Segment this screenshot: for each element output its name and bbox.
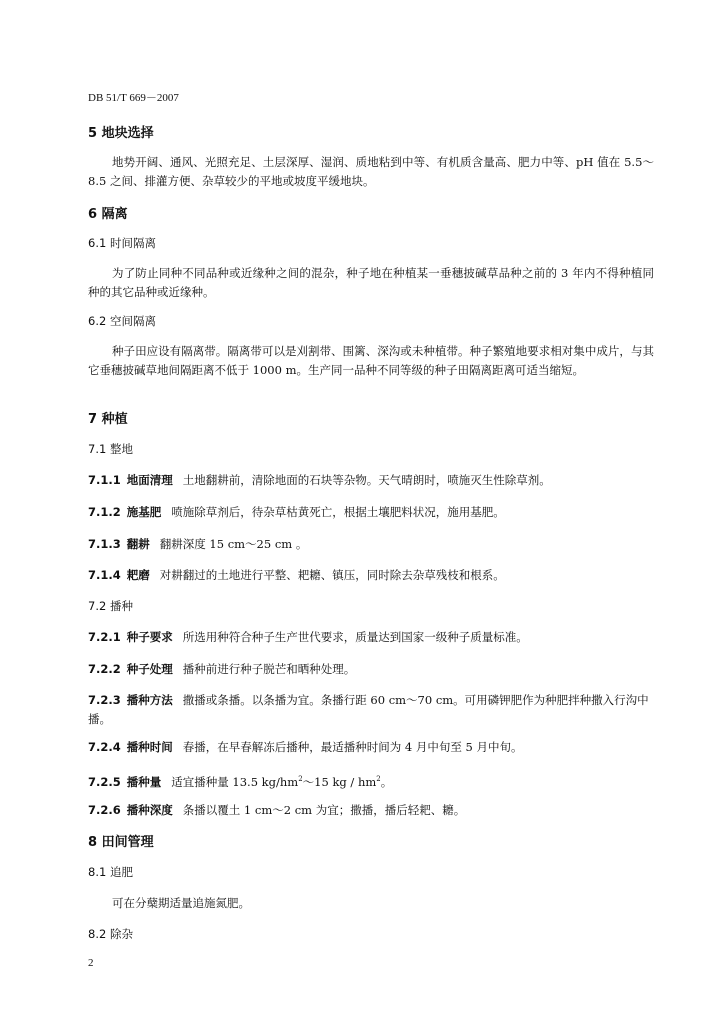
item-label: 播种时间 [126,740,173,754]
item-label: 种子要求 [126,630,173,644]
item-7-2-4 [88,738,654,757]
item-7-1-4 [88,566,654,585]
page-number: 2 [88,957,94,969]
item-7-2-2 [88,660,654,679]
item-number: 7.2.1 [88,630,121,644]
document-header: DB 51/T 669－2007 [88,92,179,104]
section-8-title: 8 田间管理 [88,835,154,850]
section-5-title: 5 地块选择 [88,126,154,141]
item-number: 7.1.1 [88,473,121,487]
item-7-2-5 [88,770,654,792]
section-6-title: 6 隔离 [88,207,128,222]
item-text: 所选用种符合种子生产世代要求，质量达到国家一级种子质量标准。 [182,630,528,644]
item-7-2-6 [88,801,654,820]
item-text: 翻耕深度 15 cm～25 cm 。 [159,537,308,551]
superscript: 2 [376,775,381,783]
section-7-2-title: 7.2 播种 [88,599,133,613]
section-6-1-title: 6.1 时间隔离 [88,236,156,250]
item-text: 条播以覆土 1 cm～2 cm 为宜；撒播，播后轻耙、耱。 [182,803,466,817]
section-7-title: 7 种植 [88,412,128,427]
item-7-2-3 [88,691,654,729]
item-label: 耙磨 [126,568,150,582]
section-8-2-title: 8.2 除杂 [88,927,133,941]
item-label: 播种量 [126,774,162,789]
item-label: 播种方法 [126,693,173,707]
item-number: 7.2.5 [88,774,121,789]
section-6-2-paragraph: 种子田应设有隔离带。隔离带可以是刈割带、围篱、深沟或未种植带。种子繁殖地要求相对集中成片，与其它垂穗披碱草地间隔距离不低于 1000 m。生产同一品种不同等级的种子田隔离距离可适当缩短。 [88,344,654,377]
item-text: 撒播或条播。以条播为宜。条播行距 60 cm～70 cm。可用磷钾肥作为种肥拌种撒入行沟中播。 [88,693,649,726]
item-number: 7.1.3 [88,537,121,551]
section-6-2-title: 6.2 空间隔离 [88,314,156,328]
item-number: 7.1.2 [88,505,121,519]
item-label: 种子处理 [126,662,173,676]
item-text: 适宜播种量 13.5 kg/hm [171,774,299,789]
item-text: 土地翻耕前，清除地面的石块等杂物。天气晴朗时，喷施灭生性除草剂。 [182,473,551,487]
item-text: 喷施除草剂后，待杂草枯黄死亡，根据土壤肥料状况，施用基肥。 [171,505,505,519]
item-number: 7.2.4 [88,740,121,754]
section-5-paragraph: 地势开阔、通风、光照充足、土层深厚、湿润、质地粘到中等、有机质含量高、肥力中等、pH 值在 5.5～8.5 之间、排灌方便、杂草较少的平地或坡度平缓地块。 [88,155,654,188]
section-8-1-title: 8.1 追肥 [88,865,133,879]
item-7-1-3 [88,535,654,554]
item-7-1-2 [88,503,654,522]
section-8-1-paragraph: 可在分蘖期适量追施氮肥。 [112,896,250,910]
item-text: ～15 kg / hm [302,774,377,789]
item-number: 7.2.3 [88,693,121,707]
item-number: 7.1.4 [88,568,121,582]
item-text: 播种前进行种子脱芒和晒种处理。 [182,662,356,676]
item-number: 7.2.2 [88,662,121,676]
item-label: 播种深度 [126,803,173,817]
section-7-1-title: 7.1 整地 [88,442,133,456]
item-label: 地面清理 [126,473,173,487]
item-7-1-1 [88,471,654,490]
section-6-1-paragraph: 为了防止同种不同品种或近缘种之间的混杂，种子地在种植某一垂穗披碱草品种之前的 3 年内不得种植同种的其它品种或近缘种。 [88,266,654,299]
item-text: 对耕翻过的土地进行平整、耙耱、镇压，同时除去杂草残枝和根系。 [159,568,505,582]
item-label: 施基肥 [126,505,162,519]
item-number: 7.2.6 [88,803,121,817]
item-label: 翻耕 [126,537,150,551]
item-text: 春播，在早春解冻后播种，最适播种时间为 4 月中旬至 5 月中旬。 [182,740,523,754]
item-7-2-1 [88,628,654,647]
superscript: 2 [298,775,303,783]
item-text: 。 [380,774,393,789]
